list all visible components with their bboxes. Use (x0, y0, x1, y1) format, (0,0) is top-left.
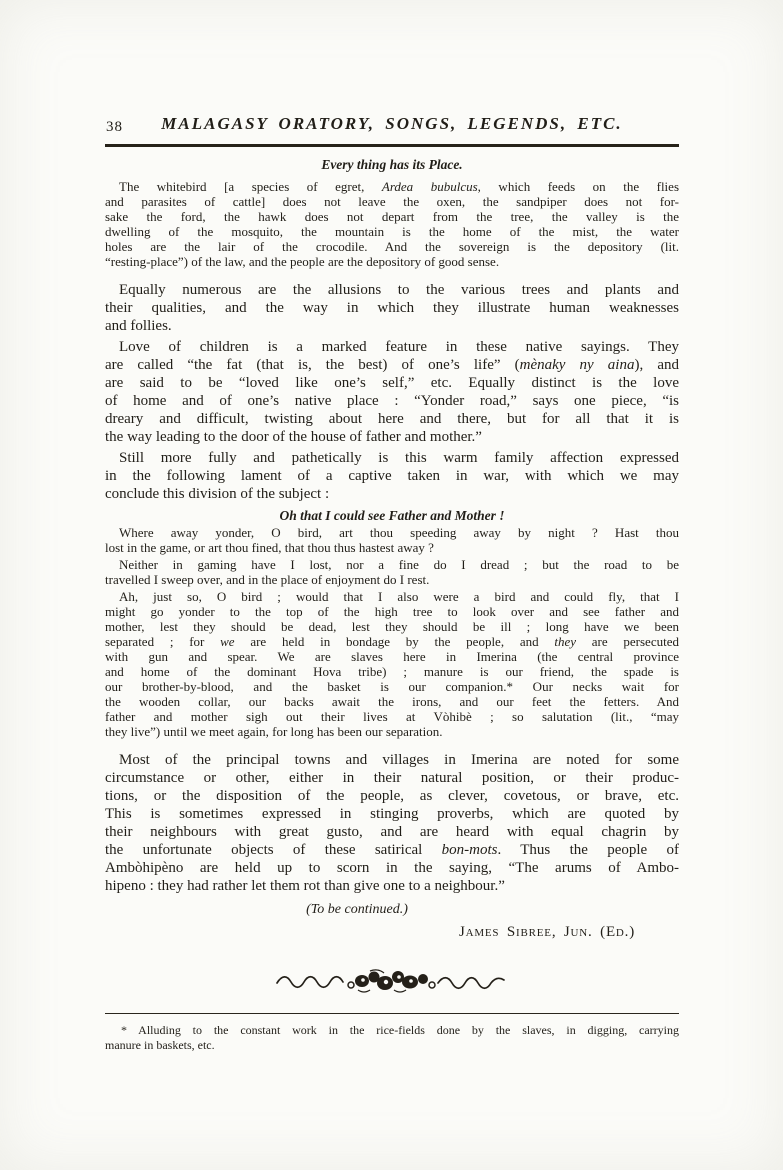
text-line: their neighbours with great gusto, and are heard with equal chagrin by (105, 823, 679, 840)
text-line: Where away yonder, O bird, art thou speeding away by night ? Hast thou (119, 524, 679, 540)
text-line: Equally numerous are the allusions to the various trees and plants and (119, 281, 679, 298)
text-line: in the following lament of a captive taken in war, with which we may (105, 467, 679, 484)
para-whitebird (105, 179, 679, 269)
text-line: their qualities, and the way in which they illustrate human weaknesses (105, 299, 679, 316)
text-line: Most of the principal towns and villages in Imerina are noted for some (119, 751, 679, 768)
text-line: the wooden collar, our backs await the irons, and our feet the fetters. And (105, 693, 679, 709)
text-line: dwelling of the mosquito, the mountain is the home of the mist, the water (105, 223, 679, 239)
text-line: Ambòhipèno are held up to scorn in the saying, “The arums of Ambo- (105, 859, 679, 876)
para-allusions (105, 281, 679, 335)
lament-stanza-2 (105, 557, 679, 587)
text-line: circumstance or other, either in their natural position, or their produc- (105, 769, 679, 786)
text-line: hipeno : they had rather let them rot than give one to a neighbour.” (105, 877, 505, 894)
text-line: Love of children is a marked feature in these native sayings. They (119, 338, 679, 355)
text-line: and parasites of cattle] does not leave the oxen, the sandpiper does not for- (105, 193, 679, 209)
heading-lament: Oh that I could see Father and Mother ! (279, 507, 505, 523)
text-line: sake the ford, the hawk does not depart from the tree, the valley is the (105, 208, 679, 224)
text-line: and follies. (105, 317, 172, 334)
lament-stanza-3 (105, 589, 679, 739)
footnote-rule (105, 1013, 679, 1015)
text-line: * Alluding to the constant work in the rice-fields done by the slaves, in digging, carrying (121, 1023, 679, 1037)
text-line: separated ; for we are held in bondage by the people, and they are persecuted (105, 633, 679, 649)
footnote (105, 1023, 679, 1053)
text-line: are called “the fat (that is, the best) of one’s life” (mènaky ny aina), and (105, 356, 679, 373)
text-line: holes are the lair of the crocodile. And the sovereign is the depository (lit. (105, 238, 679, 254)
text-line: are said to be “loved like one’s self,” etc. Equally distinct is the love (105, 374, 679, 391)
text-line: they live”) until we meet again, for long has been our separation. (105, 723, 443, 739)
heading-place: Every thing has its Place. (321, 156, 463, 172)
text-line: the way leading to the door of the house of father and mother.” (105, 428, 482, 445)
author-signature: James Sibree, Jun. (Ed.) (458, 923, 635, 940)
text-line: of home and of one’s native place : “Yonder road,” says one piece, “is (105, 392, 679, 409)
running-header (105, 114, 679, 138)
running-title: MALAGASY ORATORY, SONGS, LEGENDS, ETC. (161, 114, 623, 133)
text-line: father and mother sigh out their lives at Vòhibè ; so salutation (lit., “may (105, 708, 679, 724)
to-be-continued: (To be continued.) (306, 901, 408, 917)
text-column (105, 0, 679, 1053)
ornament-divider (105, 968, 679, 994)
para-family-affection (105, 449, 679, 503)
text-line: mother, lest they should be dead, lest they should be ill ; long have we been (105, 618, 679, 634)
text-line: manure in baskets, etc. (105, 1038, 215, 1052)
text-line: lost in the game, or art thou fined, that thou thus hastest away ? (105, 539, 434, 555)
para-imerina-towns (105, 751, 679, 895)
page-number: 38 (106, 119, 123, 135)
text-line: tions, or the disposition of the people, as clever, covetous, or brave, etc. (105, 787, 679, 804)
page-body (105, 157, 679, 941)
text-line: Still more fully and pathetically is this warm family affection expressed (119, 449, 679, 466)
text-line: The whitebird [a species of egret, Ardea bubulcus, which feeds on the flies (119, 178, 679, 194)
floral-squiggle-divider-icon (274, 968, 510, 994)
text-line: “resting-place”) of the law, and the people are the depository of good sense. (105, 253, 500, 269)
text-line: This is sometimes expressed in stinging proverbs, which are quoted by (105, 805, 679, 822)
text-line: our brother-by-blood, and the basket is our companion.* Our necks wait for (105, 678, 679, 694)
lament-stanza-1 (105, 525, 679, 555)
text-line: Neither in gaming have I lost, nor a fine do I dread ; but the road to be (119, 556, 679, 572)
text-line: travelled I sweep over, and in the place of enjoyment do I rest. (105, 571, 430, 587)
text-line: dreary and difficult, twisting about here and there, but for all that it is (105, 410, 679, 427)
text-line: with gun and spear. We are slaves here in Imerina (the central province (105, 648, 679, 664)
text-line: the unfortunate objects of these satirical bon-mots. Thus the people of (105, 841, 679, 858)
header-rule (105, 144, 679, 147)
text-line: might go yonder to the top of the high tree to look over and see father and (105, 603, 679, 619)
text-line: and home of the dominant Hova tribe) ; manure is our friend, the spade is (105, 663, 679, 679)
text-line: Ah, just so, O bird ; would that I also were a bird and could fly, that I (119, 588, 679, 604)
para-love-of-children (105, 338, 679, 446)
text-line: conclude this division of the subject : (105, 485, 330, 502)
